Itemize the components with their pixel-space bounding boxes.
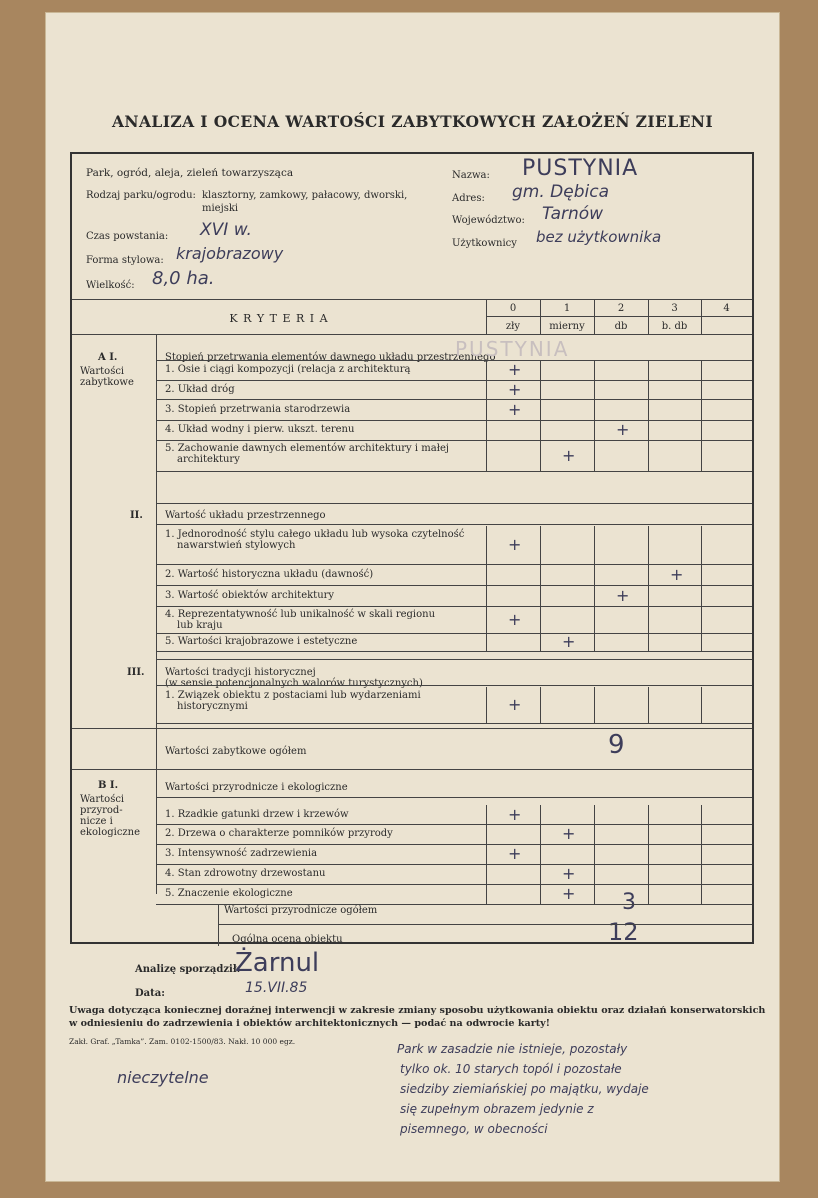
rule: [156, 524, 752, 525]
score-col-num: 0: [509, 303, 517, 314]
group-3-subtitle: (w sensie potencjonalnych walorów turystycznych): [165, 678, 423, 689]
rule: [540, 884, 541, 904]
score-mark: +: [508, 804, 522, 824]
criterion-label: 2. Drzewa o charakterze pomników przyrody: [165, 828, 393, 839]
rule: [156, 334, 157, 894]
rule: [540, 633, 541, 651]
rule: [486, 606, 487, 633]
rule: [701, 399, 702, 420]
criterion-label: 4. Stan zdrowotny drzewostanu: [165, 868, 326, 879]
rule: [648, 687, 649, 723]
group-b-title: Wartości przyrodnicze i ekologiczne: [165, 782, 348, 793]
rule: [156, 420, 752, 421]
rule: [648, 884, 649, 904]
rule: [486, 420, 487, 440]
rule: [701, 585, 702, 606]
criterion-label: 3. Intensywność zadrzewienia: [165, 848, 318, 859]
criterion-label-cont: lub kraju: [177, 620, 223, 631]
rule: [594, 420, 595, 440]
rule: [156, 606, 752, 607]
rule: [701, 420, 702, 440]
style-value: krajobrazowy: [176, 244, 284, 263]
section-a-code: A I.: [98, 352, 118, 363]
rule: [156, 399, 752, 400]
rule: [648, 805, 649, 824]
rule: [72, 334, 752, 335]
rule: [701, 440, 702, 471]
kind-label: Park, ogród, aleja, zieleń towarzysząca: [86, 167, 294, 179]
score-col-label: b. db: [661, 321, 688, 332]
style-label: Forma stylowa:: [86, 255, 164, 266]
rule: [486, 316, 752, 317]
score-mark: +: [562, 824, 576, 843]
handwritten-note-1: Park w zasadzie nie istnieje, pozostały: [397, 1042, 628, 1056]
section-b-code: B I.: [98, 780, 119, 791]
rule: [486, 844, 487, 864]
group-3-title: Wartości tradycji historycznej: [165, 667, 316, 678]
form-sheet: [45, 12, 780, 1182]
rule: [594, 687, 595, 723]
score-col-label: mierny: [549, 321, 585, 332]
overall-label: Ogólna ocena obiektu: [232, 934, 343, 945]
rule: [540, 526, 541, 564]
rule: [701, 299, 702, 334]
rule: [156, 651, 752, 652]
rule: [594, 805, 595, 824]
rule: [540, 864, 541, 884]
voivodeship-value: Tarnów: [542, 204, 604, 224]
rule: [72, 769, 752, 770]
criterion-label: 1. Związek obiektu z postaciami lub wydarzeniami: [165, 690, 421, 701]
rule: [156, 685, 752, 686]
criterion-label: 1. Jednorodność stylu całego układu lub wysoka czytelność: [165, 529, 465, 540]
rule: [486, 299, 487, 334]
rule: [648, 420, 649, 440]
rule: [594, 360, 595, 380]
rule: [648, 399, 649, 420]
rule: [540, 380, 541, 399]
printer-info: Zakł. Graf. „Tamka”. Zam. 0102-1500/83. Nakł. 10 000 egz.: [69, 1037, 296, 1046]
rule: [648, 299, 649, 334]
rule: [156, 904, 752, 905]
address-value: gm. Dębica: [512, 182, 609, 202]
rule: [486, 564, 487, 585]
rule: [594, 380, 595, 399]
rule: [701, 864, 702, 884]
rule: [701, 380, 702, 399]
score-col-num: 2: [617, 303, 625, 314]
score-mark: +: [562, 884, 576, 903]
section-b-name: przyrod-: [80, 805, 123, 816]
rule: [594, 585, 595, 606]
rule: [701, 844, 702, 864]
score-mark: +: [508, 535, 522, 554]
handwritten-note-3: siedziby ziemiańskiej po majątku, wydaje: [400, 1082, 649, 1096]
rule: [594, 606, 595, 633]
rule: [648, 633, 649, 651]
rule: [540, 805, 541, 824]
rule: [486, 585, 487, 606]
rule: [156, 884, 752, 885]
rule: [540, 399, 541, 420]
score-mark: +: [508, 399, 522, 419]
rule: [648, 440, 649, 471]
rule: [72, 728, 752, 729]
criterion-label: 2. Wartość historyczna układu (dawność): [165, 568, 374, 580]
rule: [648, 526, 649, 564]
rule: [648, 864, 649, 884]
rule: [594, 526, 595, 564]
rule: [486, 633, 487, 651]
users-value: bez użytkownika: [536, 228, 662, 246]
rule: [156, 797, 752, 798]
rule: [540, 824, 541, 844]
rule: [156, 564, 752, 565]
section-b-name: nicze i: [80, 816, 113, 827]
time-label: Czas powstania:: [86, 231, 169, 242]
group-1-title: Stopień przetrwania elementów dawnego układu przestrzennego: [165, 352, 496, 363]
rule: [540, 687, 541, 723]
score-mark: +: [616, 420, 630, 439]
size-value: 8,0 ha.: [152, 268, 215, 289]
criterion-label: 2. Układ dróg: [165, 383, 235, 395]
rule: [648, 824, 649, 844]
users-label: Użytkownicy: [452, 238, 517, 249]
a-total-label: Wartości zabytkowe ogółem: [165, 746, 307, 757]
note-line-2: w odniesieniu do zadrzewienia i obiektów architektonicznych — podać na odwrocie karty!: [69, 1018, 550, 1029]
stamp-ghost: PUSTYNIA: [455, 337, 570, 361]
criterion-label: 1. Osie i ciągi kompozycji (relacja z architekturą: [165, 364, 411, 375]
criteria-title: K R Y T E R I A: [229, 312, 329, 325]
criterion-label: 4. Reprezentatywność lub unikalność w skali regionu: [165, 609, 436, 620]
overall-value: 12: [608, 918, 639, 946]
rule: [486, 526, 487, 564]
rule: [156, 440, 752, 441]
rule: [540, 440, 541, 471]
size-label: Wielkość:: [86, 280, 135, 291]
rule: [486, 884, 487, 904]
group-2-title: Wartość układu przestrzennego: [165, 510, 326, 521]
score-mark: +: [670, 564, 684, 584]
date-label: Data:: [135, 988, 165, 999]
rule: [701, 824, 702, 844]
score-col-num: 1: [563, 303, 571, 314]
rule: [648, 844, 649, 864]
score-mark: +: [562, 632, 576, 651]
rule: [594, 824, 595, 844]
rule: [540, 844, 541, 864]
score-col-label: zły: [505, 321, 521, 332]
rule: [540, 585, 541, 606]
criterion-label-cont: architektury: [177, 454, 240, 465]
rule: [486, 805, 487, 824]
rule: [648, 585, 649, 606]
rule: [648, 606, 649, 633]
section-a-name: Wartości zabytkowe: [80, 366, 134, 388]
group-3-code: III.: [127, 667, 145, 678]
criterion-label: 4. Układ wodny i pierw. ukszt. terenu: [165, 424, 355, 435]
rule: [701, 564, 702, 585]
rule: [701, 606, 702, 633]
score-col-num: 4: [723, 303, 730, 314]
name-value: PUSTYNIA: [522, 156, 639, 181]
b-total-label: Wartości przyrodnicze ogółem: [224, 905, 378, 916]
score-mark: +: [616, 585, 630, 605]
page-title: ANALIZA I OCENA WARTOŚCI ZABYTKOWYCH ZAŁOŻEŃ ZIELENI: [111, 112, 713, 131]
rule: [648, 564, 649, 585]
time-value: XVI w.: [200, 220, 252, 240]
rule: [156, 723, 752, 724]
rule: [701, 526, 702, 564]
type-options: klasztorny, zamkowy, pałacowy, dworski,: [202, 190, 408, 201]
score-mark: +: [508, 695, 522, 714]
rule: [486, 440, 487, 471]
handwritten-note-5: pisemnego, w obecności: [400, 1122, 548, 1136]
author-label: Analizę sporządził:: [135, 964, 241, 975]
rule: [486, 380, 487, 399]
criterion-label-cont: nawarstwień stylowych: [177, 540, 296, 551]
rule: [156, 844, 752, 845]
rule: [701, 805, 702, 824]
rule: [648, 360, 649, 380]
section-b-name: Wartości: [80, 794, 125, 805]
rule: [156, 503, 752, 504]
rule: [540, 564, 541, 585]
rule: [540, 360, 541, 380]
handwritten-note-2: tylko ok. 10 starych topól i pozostałe: [400, 1062, 622, 1076]
rule: [156, 380, 752, 381]
criterion-label: 5. Wartości krajobrazowe i estetyczne: [165, 636, 358, 647]
rule: [486, 360, 487, 380]
name-label: Nazwa:: [452, 170, 490, 181]
rule: [540, 420, 541, 440]
rule: [156, 471, 752, 472]
rule: [540, 606, 541, 633]
section-b-name: ekologiczne: [80, 827, 141, 838]
rule: [540, 299, 541, 334]
rule: [486, 687, 487, 723]
voivodeship-label: Województwo:: [452, 215, 525, 226]
criterion-label: 5. Zachowanie dawnych elementów architektury i małej: [165, 443, 449, 454]
rule: [648, 380, 649, 399]
rule: [594, 399, 595, 420]
a-total-value: 9: [608, 730, 625, 760]
rule: [486, 824, 487, 844]
score-mark: +: [508, 844, 522, 863]
date-value: 15.VII.85: [245, 980, 308, 996]
rule: [72, 299, 752, 300]
group-2-code: II.: [130, 510, 143, 521]
rule: [701, 884, 702, 904]
rule: [594, 884, 595, 904]
criterion-label-cont: historycznymi: [177, 701, 248, 712]
score-mark: +: [508, 609, 522, 629]
rule: [486, 864, 487, 884]
score-mark: +: [508, 379, 522, 399]
criterion-label: 3. Wartość obiektów architektury: [165, 589, 335, 601]
rule: [594, 633, 595, 651]
rule: [594, 440, 595, 471]
rule: [156, 360, 752, 361]
rule: [594, 299, 595, 334]
note-line-1: Uwaga dotycząca koniecznej doraźnej interwencji w zakresie zmiany sposobu użytkowania obiektu oraz działań konserwatorskich: [69, 1005, 766, 1016]
rule: [156, 585, 752, 586]
rule: [594, 564, 595, 585]
rule: [218, 924, 752, 925]
rule: [156, 659, 752, 660]
rule: [486, 399, 487, 420]
score-col-num: 3: [671, 303, 678, 314]
rule: [701, 360, 702, 380]
rule: [218, 904, 219, 946]
evaluation-table: [70, 152, 754, 944]
rule: [594, 864, 595, 884]
type-options-2: miejski: [202, 203, 239, 214]
criterion-label: 1. Rzadkie gatunki drzew i krzewów: [165, 808, 349, 820]
criterion-label: 3. Stopień przetrwania starodrzewia: [165, 403, 351, 415]
author-signature: Żarnul: [235, 948, 320, 978]
score-mark: +: [508, 360, 522, 379]
score-mark: +: [562, 864, 576, 883]
rule: [701, 633, 702, 651]
handwritten-left: nieczytelne: [117, 1068, 209, 1087]
b-total-value: 3: [622, 890, 636, 915]
rule: [701, 687, 702, 723]
score-mark: +: [562, 445, 576, 465]
rule: [156, 864, 752, 865]
rule: [156, 824, 752, 825]
rule: [156, 633, 752, 634]
handwritten-note-4: się zupełnym obrazem jedynie z: [400, 1102, 594, 1116]
score-col-label: db: [614, 321, 628, 332]
rule: [594, 844, 595, 864]
address-label: Adres:: [452, 193, 485, 204]
type-label: Rodzaj parku/ogrodu:: [86, 190, 196, 201]
criterion-label: 5. Znaczenie ekologiczne: [165, 888, 293, 899]
